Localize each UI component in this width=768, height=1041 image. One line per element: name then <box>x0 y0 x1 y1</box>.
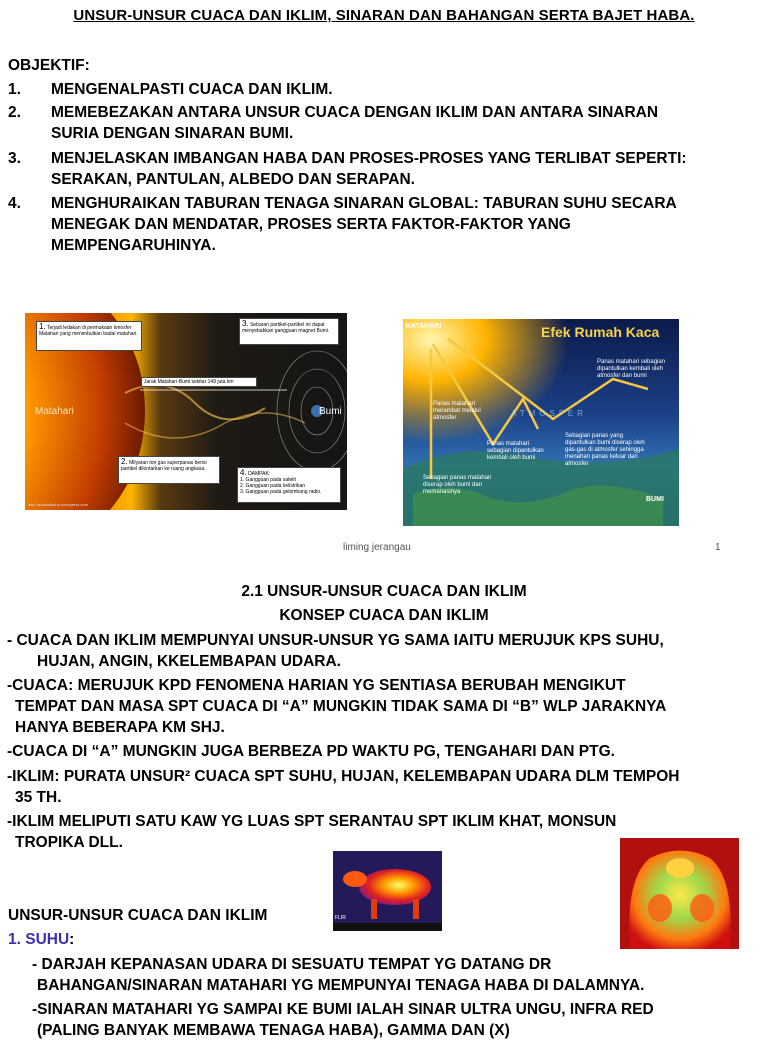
objective-text: MENJELASKAN IMBANGAN HABA DAN PROSES-PROSES YANG TERLIBAT SEPERTI: <box>51 150 687 167</box>
atmosfer-label: ATMOSFER <box>511 409 587 418</box>
text-line: 35 TH. <box>15 789 62 806</box>
thermal-human-image <box>620 838 739 949</box>
caption-absorbed-earth: Sebagian panas matahari diserap oleh bumi dan memanasinya <box>423 475 492 495</box>
caption-reflect-earth: Panas matahari sebagian dipantulkan kembali oleh bumi <box>487 441 544 461</box>
info-box-text: Milyaran ton gas superpanas berisi partikel dilontarkan ke ruang angkasa. <box>121 460 207 472</box>
info-box-4 <box>237 467 341 503</box>
objective-number: 4. <box>8 195 21 212</box>
text-line: -CUACA DI “A” MUNGKIN JUGA BERBEZA PD WAKTU PG, TENGAHARI DAN PTG. <box>7 743 615 760</box>
objective-2 <box>0 102 768 146</box>
bullet-line: -SINARAN MATAHARI YG SAMPAI KE BUMI IALAH SINAR ULTRA UNGU, INFRA RED <box>32 1001 654 1018</box>
info-box-1 <box>36 321 142 351</box>
text-line: - CUACA DAN IKLIM MEMPUNYAI UNSUR-UNSUR YG SAMA IAITU MERUJUK KPS SUHU, <box>7 632 664 649</box>
matahari-label: MATAHARI <box>405 323 442 330</box>
solar-storm-image <box>25 313 347 510</box>
objective-number: 1. <box>8 81 21 98</box>
objective-1 <box>0 79 768 101</box>
thermal-human-graphic <box>620 838 739 949</box>
caption-absorbed-gas: Sebagian panas yang dipantulkan bumi diserap oleh gas-gas di atmosfer sehingga menahan panas keluar dari atmosfer <box>565 433 645 467</box>
text-line: -IKLIM: PURATA UNSUR² CUACA SPT SUHU, HUJAN, KELEMBAPAN UDARA DLM TEMPOH <box>7 768 680 785</box>
thermal-animal-graphic <box>333 851 442 931</box>
distance-box: Jarak Matahari-Bumi sekitar 149 juta km <box>141 377 257 387</box>
info-box-item: 2. Gangguan pada kelistrikan <box>240 483 306 489</box>
thermal-animal-image <box>333 851 442 931</box>
footer-author: liming jerangau <box>343 542 411 553</box>
info-box-number: 1. <box>39 322 46 331</box>
greenhouse-title: Efek Rumah Kaca <box>541 324 660 340</box>
item-number: 1. <box>8 931 21 948</box>
info-box-text: Terjadi ledakan di permukaan lonosfer Matahari yang menimbulkan badai matahari. <box>39 325 138 337</box>
caption-reflect-atmosphere: Panas matahari sebagian dipantulkan kembali oleh atmosfer dan bumi <box>597 359 666 379</box>
objective-number: 2. <box>8 104 21 121</box>
text-line: TROPIKA DLL. <box>15 834 123 851</box>
item-label: SUHU <box>25 931 70 948</box>
suhu-heading <box>8 929 74 950</box>
bullet-line: - DARJAH KEPANASAN UDARA DI SESUATU TEMPAT YG DATANG DR <box>32 956 552 973</box>
objective-4 <box>0 193 768 259</box>
info-box-item: 1. Gangguan pada satelit <box>240 477 296 483</box>
flir-logo: FLIR <box>335 915 346 921</box>
text-line: HANYA BEBERAPA KM SHJ. <box>15 719 225 736</box>
objective-text: SURIA DENGAN SINARAN BUMI. <box>51 125 294 142</box>
page-title: UNSUR-UNSUR CUACA DAN IKLIM, SINARAN DAN BAHANGAN SERTA BAJET HABA. <box>73 7 695 24</box>
info-box-title: DAMPAK: <box>248 471 271 477</box>
objective-heading: OBJEKTIF: <box>8 57 90 74</box>
objective-text: MENGHURAIKAN TABURAN TENAGA SINARAN GLOBAL: TABURAN SUHU SECARA <box>51 195 677 212</box>
bullet-line: (PALING BANYAK MEMBAWA TENAGA HABA), GAMMA DAN (X) <box>37 1022 510 1039</box>
info-box-text: Sebaran partikel-partikel ini dapat menyebabkan gangguan magnet Bumi. <box>242 322 330 334</box>
section-heading: 2.1 UNSUR-UNSUR CUACA DAN IKLIM <box>241 583 527 600</box>
objective-text: MENGENALPASTI CUACA DAN IKLIM. <box>51 81 333 98</box>
text-line: -CUACA: MERUJUK KPD FENOMENA HARIAN YG SENTIASA BERUBAH MENGIKUT <box>7 677 626 694</box>
objective-3 <box>0 148 768 192</box>
objective-text: MEMEBEZAKAN ANTARA UNSUR CUACA DENGAN IKLIM DAN ANTARA SINARAN <box>51 104 659 121</box>
info-box-number: 3. <box>242 319 249 328</box>
caption-through-atmosphere: Panas matahari merambat melalui atmosfer <box>433 401 481 421</box>
bumi-label: BUMI <box>646 496 664 503</box>
text-line: HUJAN, ANGIN, KKELEMBAPAN UDARA. <box>37 653 341 670</box>
page-number: 1 <box>715 542 721 553</box>
objective-text: SERAKAN, PANTULAN, ALBEDO DAN SERAPAN. <box>51 171 415 188</box>
matahari-label: Matahari <box>35 406 74 417</box>
bumi-label: Bumi <box>319 406 342 417</box>
info-box-item: 3. Gangguan pada gelombang radio. <box>240 489 322 495</box>
section-subheading: KONSEP CUACA DAN IKLIM <box>279 607 489 624</box>
item-colon: : <box>69 931 75 948</box>
objective-number: 3. <box>8 150 21 167</box>
image-credit: http://ahasatfasha.wordpress.com <box>28 502 89 507</box>
info-box-3 <box>239 318 339 345</box>
objective-text: MEMPENGARUHINYA. <box>51 237 216 254</box>
objective-text: MENEGAK DAN MENDATAR, PROSES SERTA FAKTOR-FAKTOR YANG <box>51 216 571 233</box>
bullet-line: BAHANGAN/SINARAN MATAHARI YG MEMPUNYAI TENAGA HABA DI DALAMNYA. <box>37 977 645 994</box>
info-box-number: 4. <box>240 468 247 477</box>
text-line: -IKLIM MELIPUTI SATU KAW YG LUAS SPT SERANTAU SPT IKLIM KHAT, MONSUN <box>7 813 617 830</box>
text-line: TEMPAT DAN MASA SPT CUACA DI “A” MUNGKIN TIDAK SAMA DI “B” WLP JARAKNYA <box>15 698 667 715</box>
info-box-2 <box>118 456 220 484</box>
unsur-section-title: UNSUR-UNSUR CUACA DAN IKLIM <box>8 907 268 924</box>
greenhouse-effect-image <box>403 319 679 526</box>
info-box-number: 2. <box>121 457 128 466</box>
